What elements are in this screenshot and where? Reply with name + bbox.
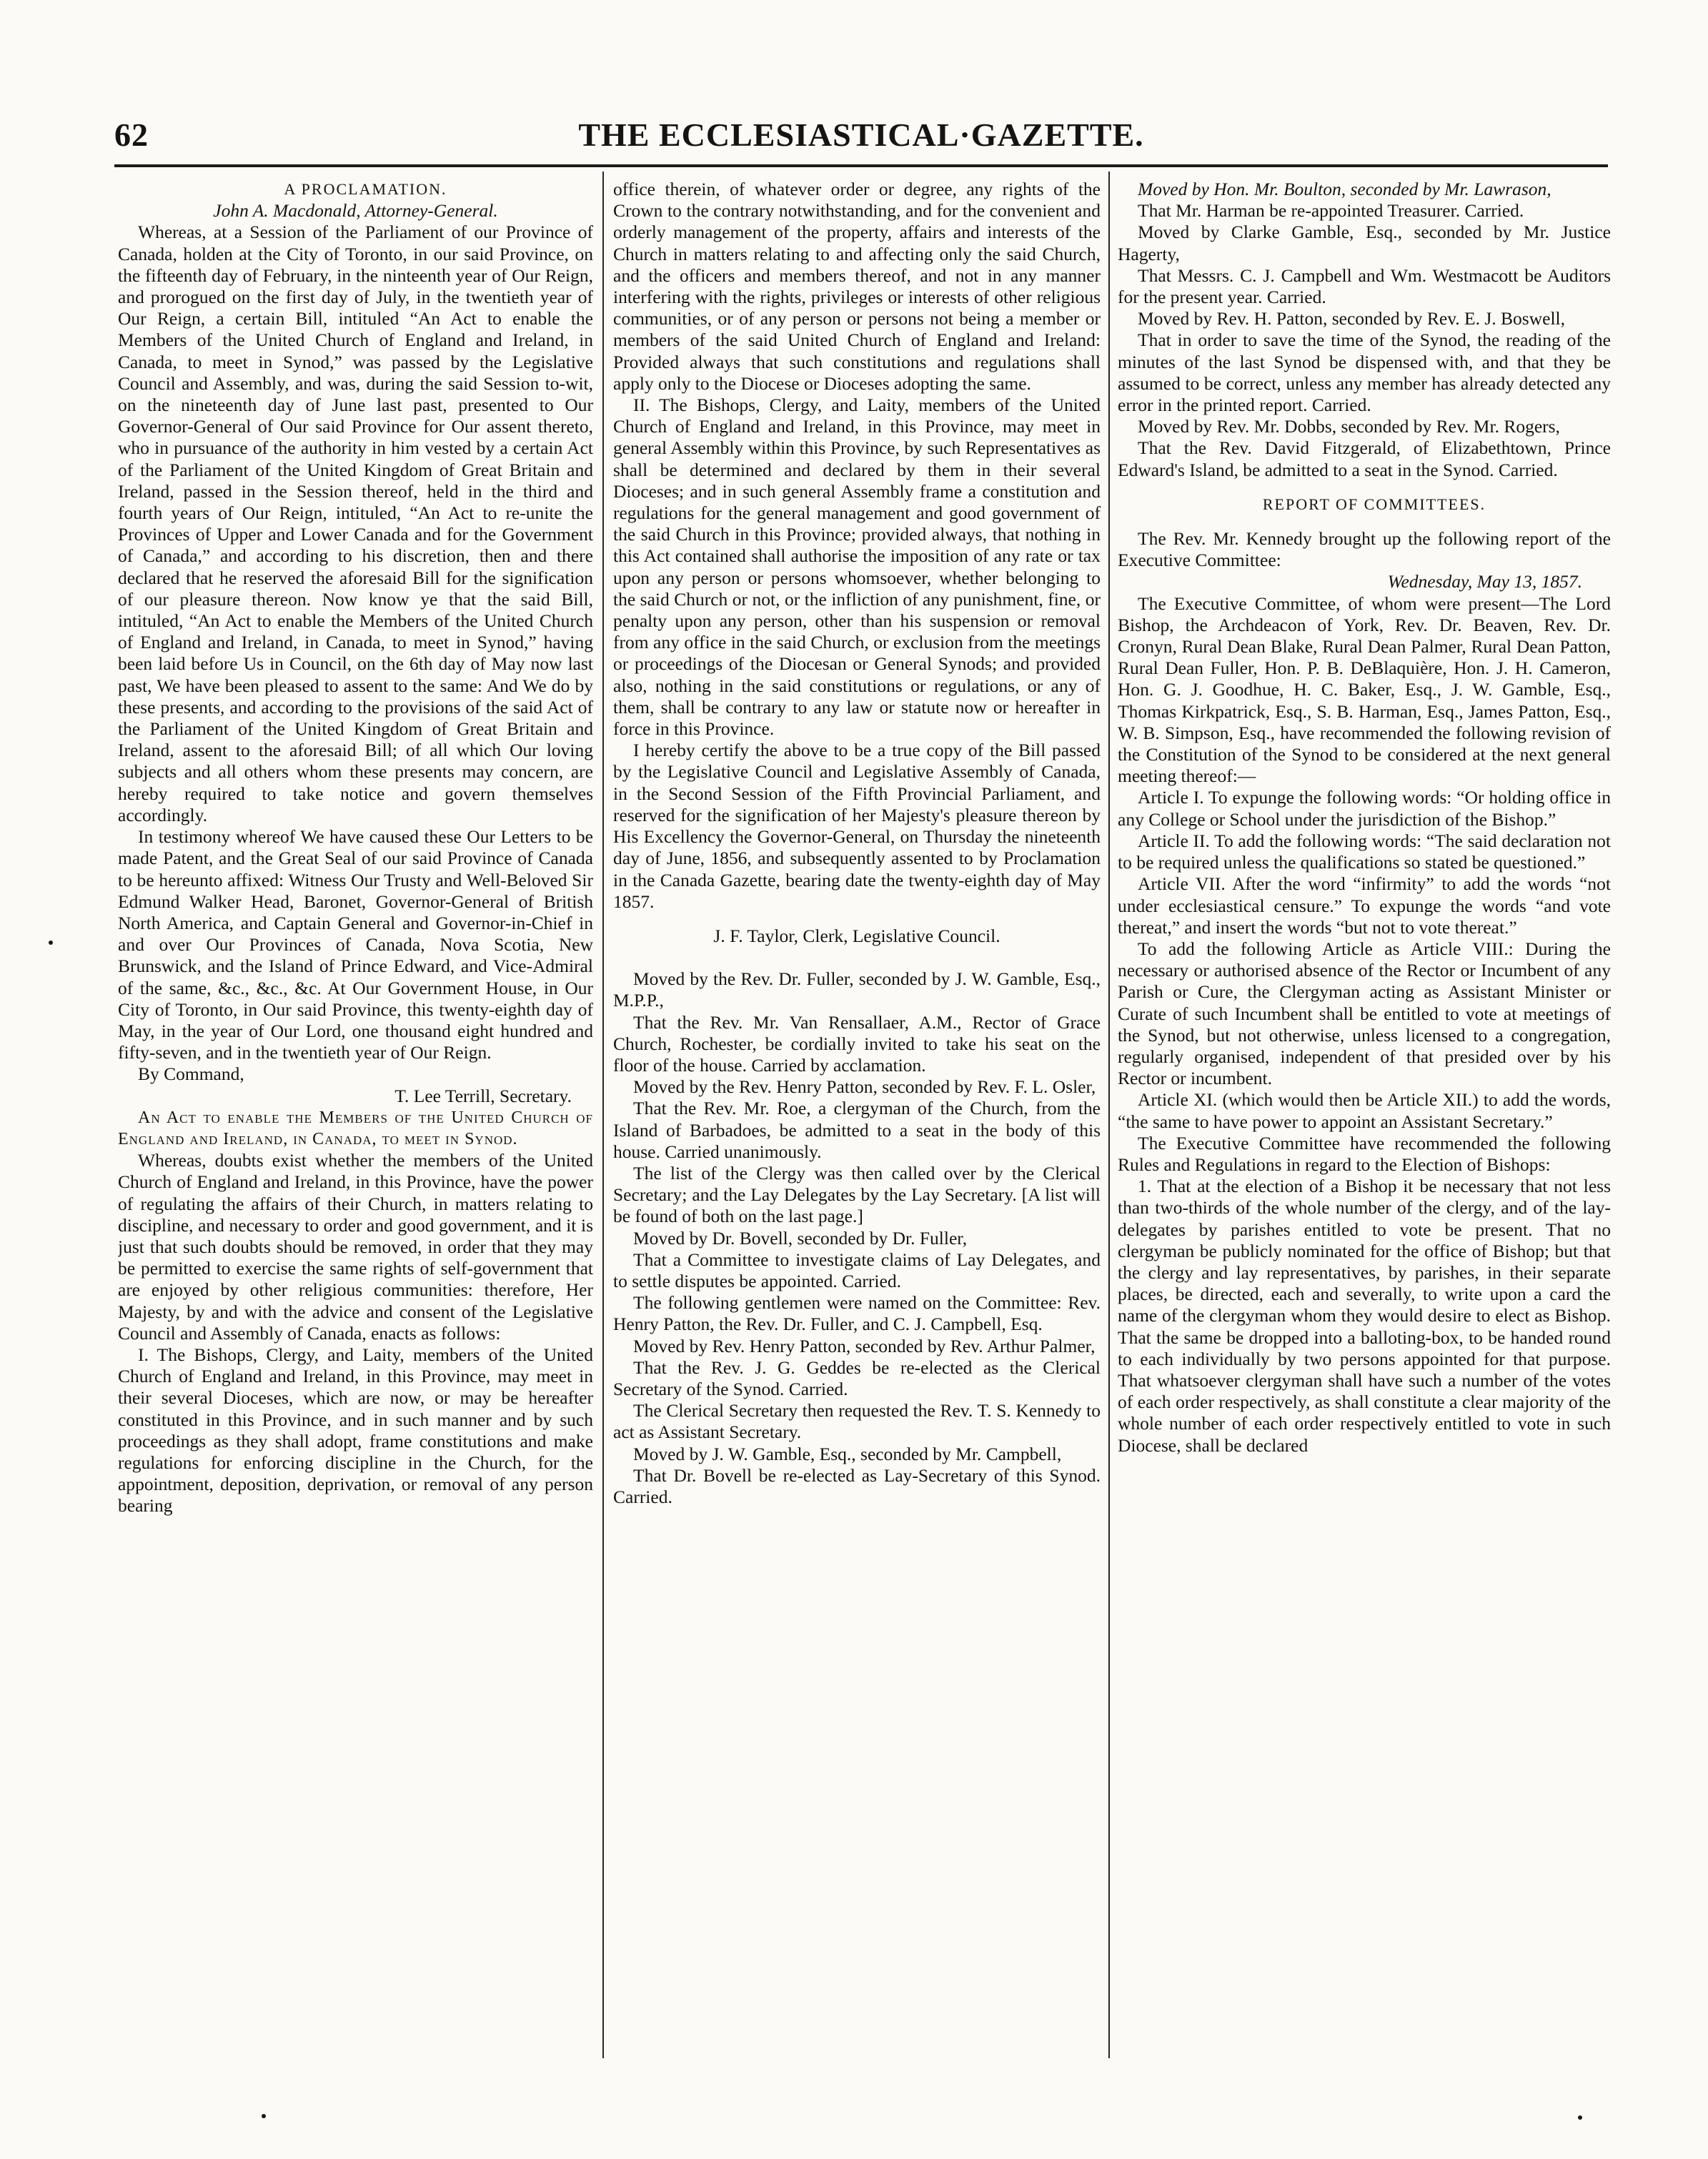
paragraph: That Mr. Harman be re-appointed Treasurer. Carried. <box>1138 200 1524 222</box>
column-3 <box>1118 179 1611 2058</box>
proclamation-heading: A PROCLAMATION. <box>284 180 447 198</box>
column-divider <box>1108 172 1110 2058</box>
ink-speck <box>262 2114 266 2118</box>
paragraph: The Clerical Secretary then requested the Rev. T. S. Kennedy to act as Assistant Secretary. <box>613 1400 1101 1443</box>
act-title: An Act to enable the Members of the United Church of England and Ireland, in Canada, to meet in Synod. <box>118 1108 593 1148</box>
paragraph: Moved by Rev. Henry Patton, seconded by Rev. Arthur Palmer, <box>633 1335 1096 1356</box>
paragraph: That the Rev. David Fitzgerald, of Elizabethtown, Prince Edward's Island, be admitted to a seat in the Synod. Carried. <box>1118 437 1611 480</box>
column-1 <box>118 179 593 2058</box>
report-date: Wednesday, May 13, 1857. <box>1387 571 1582 592</box>
paragraph: Moved by Rev. Mr. Dobbs, seconded by Rev. Mr. Rogers, <box>1138 416 1560 437</box>
signature: J. F. Taylor, Clerk, Legislative Council. <box>713 925 1001 946</box>
header-rule <box>114 164 1608 167</box>
paragraph: The list of the Clergy was then called over by the Clerical Secretary; and the Lay Delegates by the Lay Secretary. [A list will be found of both on the last page.] <box>613 1162 1101 1227</box>
publication-title: THE ECCLESIASTICAL·GAZETTE. <box>578 116 1144 153</box>
column-2 <box>613 179 1101 2058</box>
paragraph: That Dr. Bovell be re-elected as Lay-Secretary of this Synod. Carried. <box>613 1464 1101 1507</box>
proclamation-author: John A. Macdonald, Attorney-General. <box>213 200 498 222</box>
page-header <box>114 116 1608 159</box>
paragraph: Article II. To add the following words: “The said declaration not to be required unless the qualifications so stated be questioned.” <box>1118 830 1611 873</box>
paragraph: office therein, of whatever order or degree, any rights of the Crown to the contrary notwithstanding, and for the convenient and orderly management of the property, affairs and interests of the Church in matters relating to and affecting only the said Church, and the officers and members thereof, and not in any manner interfering with the rights, privileges or interests of other religious communities, or of any person or persons not being a member or members of the said United Church of England and Ireland: Provided always that such constitutions and regulations shall apply only to the Diocese or Dioceses adopting the same. <box>613 179 1101 394</box>
paragraph: Moved by J. W. Gamble, Esq., seconded by Mr. Campbell, <box>633 1443 1062 1464</box>
paragraph: That the Rev. Mr. Roe, a clergyman of the Church, from the Island of Barbadoes, be admitted to a seat in the body of this house. Carried unanimously. <box>613 1098 1101 1162</box>
signature: T. Lee Terrill, Secretary. <box>394 1085 572 1106</box>
paragraph: The Executive Committee have recommended the following Rules and Regulations in regard to the Election of Bishops: <box>1118 1132 1611 1175</box>
paragraph: Whereas, at a Session of the Parliament of our Province of Canada, holden at the City of Toronto, in our said Province, on the fifteenth day of February, in the ninteenth year of Our Reign, and prorogued on the first day of July, in the twentieth year of Our Reign, a certain Bill, intituled “An Act to enable the Members of the United Church of England and Ireland, in Canada, to meet in Synod,” was passed by the Legislative Council and Assembly, and was, during the said Session to-wit, on the nineteenth day of June last past, presented to Our Governor-General of Our said Province for Our assent thereto, who in pursuance of the authority in him vested by a certain Act of the Parliament of the United Kingdom of Great Britain and Ireland, passed in the Session thereof, held in the third and fourth years of Our Reign, intituled, “An Act to re-unite the Provinces of Upper and Lower Canada and for the Government of Canada,” and according to his discretion, then and there declared that he reserved the aforesaid Bill for the signification of our pleasure thereon. Now know ye that the said Bill, intituled, “An Act to enable the Members of the United Church of England and Ireland, in Canada, to meet in Synod,” having been laid before Us in Council, on the 6th day of May now last past, We have been pleased to assent to the same: And We do by these presents, and according to the provisions of the said Act of the Parliament of the United Kingdom of Great Britain and Ireland, assent to the aforesaid Bill; of all which Our loving subjects and all others whom these presents may concern, are hereby required to take notice and govern themselves accordingly. <box>118 222 593 825</box>
paragraph: Article XI. (which would then be Article XII.) to add the words, “the same to have power to appoint an Assistant Secretary.” <box>1118 1089 1611 1132</box>
paragraph: In testimony whereof We have caused these Our Letters to be made Patent, and the Great Seal of our said Province of Canada to be hereunto affixed: Witness Our Trusty and Well-Beloved Sir Edmund Walker Head, Baronet, Governor-General of British North America, and Captain General and Governor-in-Chief in and over Our Provinces of Canada, Nova Scotia, New Brunswick, and the Island of Prince Edward, and Vice-Admiral of the same, &c., &c., &c. At Our Government House, in Our City of Toronto, in Our said Province, this twenty-eighth day of May, in the year of Our Lord, one thousand eight hundred and fifty-seven, and in the twentieth year of Our Reign. <box>118 826 593 1063</box>
paragraph: I. The Bishops, Clergy, and Laity, members of the United Church of England and Ireland, in this Province, may meet in their several Dioceses, which are now, or may be hereafter constituted in this Province, and in such manner and by such proceedings as they shall adopt, frame constitutions and make regulations for enforcing discipline in the Church, for the appointment, deposition, deprivation, or removal of any person bearing <box>118 1344 593 1517</box>
paragraph: 1. That at the election of a Bishop it be necessary that not less than two-thirds of the whole number of the clergy, and of the lay-delegates by parishes entitled to vote be present. That no clergyman be publicly nominated for the office of Bishop; but that the clergy and lay representatives, by parishes, in their separate places, be directed, each and severally, to write upon a card the name of the clergyman whom they would desire to elect as Bishop. That the same be dropped into a balloting-box, to be handed round to each individually by two persons appointed for that purpose. That whatsoever clergyman shall have such a number of the votes of each order respectively, as shall constitute a clear majority of the whole number of each order respectively entitled to vote in such Diocese, shall be declared <box>1118 1176 1611 1456</box>
paragraph: The following gentlemen were named on the Committee: Rev. Henry Patton, the Rev. Dr. Fuller, and C. J. Campbell, Esq. <box>613 1292 1101 1335</box>
paragraph: Whereas, doubts exist whether the members of the United Church of England and Ireland, in this Province, have the power of regulating the affairs of their Church, in matters relating to discipline, and necessary to order and good government, and it is just that such doubts should be removed, in order that they may be permitted to exercise the same rights of self-government that are enjoyed by other religious communities: therefore, Her Majesty, by and with the advice and consent of the Legislative Council and Assembly of Canada, enacts as follows: <box>118 1150 593 1344</box>
paragraph: Moved by Hon. Mr. Boulton, seconded by Mr. Lawrason, <box>1138 179 1551 199</box>
paragraph: Moved by Dr. Bovell, seconded by Dr. Fuller, <box>633 1227 968 1249</box>
paragraph: That the Rev. Mr. Van Rensallaer, A.M., Rector of Grace Church, Rochester, be cordially invited to take his seat on the floor of the house. Carried by acclamation. <box>613 1011 1101 1076</box>
paragraph: That Messrs. C. J. Campbell and Wm. Westmacott be Auditors for the present year. Carried. <box>1118 264 1611 308</box>
ink-speck <box>1578 2115 1582 2120</box>
paragraph: That a Committee to investigate claims of Lay Delegates, and to settle disputes be appointed. Carried. <box>613 1249 1101 1291</box>
paragraph: Moved by the Rev. Henry Patton, seconded by Rev. F. L. Osler, <box>633 1076 1096 1098</box>
paragraph: That in order to save the time of the Synod, the reading of the minutes of the last Synod be dispensed with, and that they be assumed to be correct, unless any member has already detected any error in the printed report. Carried. <box>1118 329 1611 416</box>
page-number: 62 <box>114 116 149 153</box>
paragraph: The Rev. Mr. Kennedy brought up the following report of the Executive Committee: <box>1118 528 1611 571</box>
paragraph: I hereby certify the above to be a true copy of the Bill passed by the Legislative Council and Legislative Assembly of Canada, in the Second Session of the Fifth Provincial Parliament, and reserved for the signification of her Majesty's pleasure thereon by His Excellency the Governor-General, on Thursday the nineteenth day of June, 1856, and subsequently assented to by Proclamation in the Canada Gazette, bearing date the twenty-eighth day of May 1857. <box>613 740 1101 912</box>
paragraph: The Executive Committee, of whom were present—The Lord Bishop, the Archdeacon of York, Rev. Dr. Beaven, Rev. Dr. Cronyn, Rural Dean Blake, Rural Dean Palmer, Rural Dean Patton, Rural Dean Fuller, Hon. P. B. DeBlaquière, Hon. J. H. Cameron, Hon. G. J. Goodhue, H. C. Baker, Esq., J. W. Gamble, Esq., Thomas Kirkpatrick, Esq., S. B. Harman, Esq., James Patton, Esq., W. B. Simpson, Esq., have recommended the following revision of the Constitution of the Synod to be considered at the next general meeting thereof:— <box>1118 592 1611 787</box>
by-command: By Command, <box>138 1063 244 1085</box>
paragraph: II. The Bishops, Clergy, and Laity, members of the United Church of England and Ireland, in this Province, may meet in general Assembly within this Province, by such Representatives as shall be determined and declared by them in their several Dioceses; and in such general Assembly frame a constitution and regulations for the general management and good government of the said Church in this Province; provided always, that nothing in this Act contained shall authorise the imposition of any rate or tax upon any person or persons whomsoever, whether belonging to the said Church or not, or the infliction of any punishment, fine, or penalty upon any person, other than his suspension or removal from any office in the said Church, or exclusion from the meetings or proceedings of the Diocesan or General Synods; and provided also, nothing in the said constitutions or regulations, or any of them, shall be contrary to any law or statute now or hereafter in force in this Province. <box>613 394 1101 740</box>
column-divider <box>602 172 604 2058</box>
ink-speck <box>49 940 53 945</box>
paragraph: To add the following Article as Article VIII.: During the necessary or authorised absence of the Rector or Incumbent of any Parish or Cure, the Clergyman acting as Assistant Minister or Curate of such Incumbent shall be entitled to vote at meetings of the Synod, but not otherwise, unless licensed to a congregation, regularly organised, independent of that presided over by his Rector or incumbent. <box>1118 938 1611 1089</box>
paragraph: That the Rev. J. G. Geddes be re-elected as the Clerical Secretary of the Synod. Carried. <box>613 1356 1101 1399</box>
paragraph: Moved by Rev. H. Patton, seconded by Rev. E. J. Boswell, <box>1138 308 1566 329</box>
paragraph: Article VII. After the word “infirmity” to add the words “not under ecclesiastical censure.” To expunge the words “and vote thereat,” and insert the words “but not to vote thereat.” <box>1118 873 1611 938</box>
paragraph: Moved by the Rev. Dr. Fuller, seconded by J. W. Gamble, Esq., M.P.P., <box>613 968 1101 1011</box>
paragraph: Article I. To expunge the following words: “Or holding office in any College or School under the jurisdiction of the Bishop.” <box>1118 787 1611 830</box>
section-heading: REPORT OF COMMITTEES. <box>1262 495 1486 513</box>
paragraph: Moved by Clarke Gamble, Esq., seconded by Mr. Justice Hagerty, <box>1118 222 1611 264</box>
